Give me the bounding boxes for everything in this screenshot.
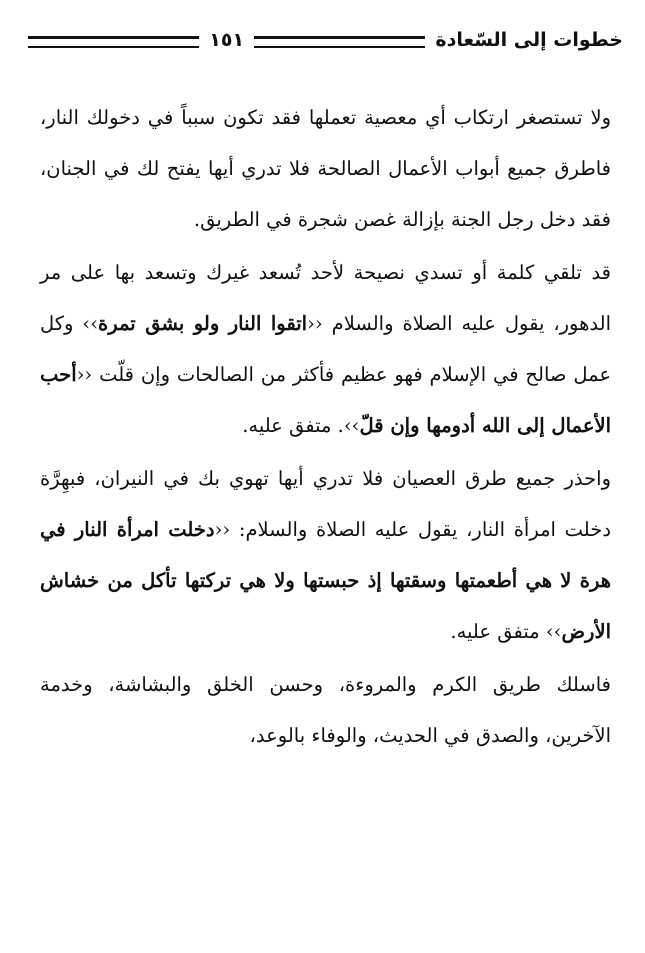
- hadith-quote: أحب الأعمال إلى الله أدومها وإن قلّ: [40, 363, 611, 437]
- paragraph-text: فاسلك طريق الكرم والمروءة، وحسن الخلق والبشاشة، وخدمة الآخرين، والصدق في الحديث، والوفاء بالوعد،: [40, 673, 611, 747]
- running-header: [28, 14, 623, 54]
- paragraph-4: [40, 659, 611, 761]
- hadith-quote: اتقوا النار ولو بشق تمرة: [98, 312, 308, 335]
- paragraph-text: ›› وكل عمل صالح في الإسلام فهو عظيم فأكثر من الصالحات وإن قلّت ‹‹: [40, 312, 611, 386]
- book-title: خطوات إلى السّعادة: [435, 29, 623, 51]
- paragraph-text: واحذر جميع طرق العصيان فلا تدري أيها تهوي بك في النيران، فبهِرَّة دخلت امرأة النار، يقول عليه الصلاة والسلام: ‹‹: [40, 467, 611, 541]
- paragraph-1: [40, 92, 611, 245]
- header-rule-right: [254, 36, 425, 48]
- paragraph-text: قد تلقي كلمة أو تسدي نصيحة لأحد تُسعد غيرك وتسعد بها على مر الدهور، يقول عليه الصلاة والسلام ‹‹: [40, 261, 612, 335]
- paragraph-2: [40, 247, 611, 451]
- paragraph-3: [40, 453, 611, 657]
- paragraph-text: ولا تستصغر ارتكاب أي معصية تعملها فقد تكون سبباً في دخولك النار، فاطرق جميع أبواب الأعمال الصالحة فلا تدري أيها يفتح لك في الجنان، فقد دخل رجل الجنة بإزالة غصن شجرة في الطريق.: [40, 106, 611, 231]
- paragraph-text: ››. متفق عليه.: [242, 414, 360, 437]
- page-body: [40, 92, 611, 761]
- hadith-quote: دخلت امرأة النار في هرة لا هي أطعمتها وسقتها إذ حبستها ولا هي تركتها تأكل من خشاش الأرض: [40, 518, 611, 643]
- page-number: ١٥١: [209, 29, 245, 51]
- header-rule-left: [28, 36, 199, 48]
- paragraph-text: ›› متفق عليه.: [450, 620, 562, 643]
